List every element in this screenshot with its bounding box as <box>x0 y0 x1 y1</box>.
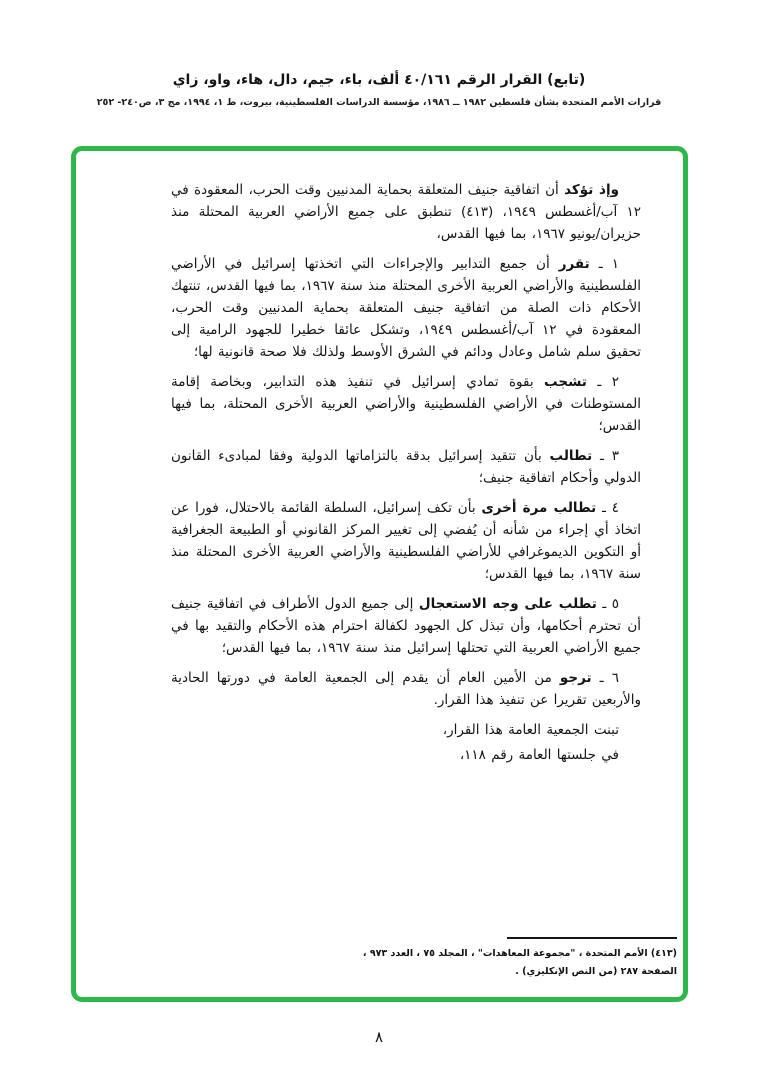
paragraph-number: ٥ ـ <box>596 596 620 612</box>
paragraph-lead: تطلب على وجه الاستعجال <box>418 596 597 612</box>
paragraph-operative-2 <box>171 371 641 437</box>
paragraph-adoption-note <box>171 719 641 741</box>
paragraph-text: أن اتفاقية جنيف المتعلقة بحماية المدنيين وقت الحرب، المعقودة في ١٢ آب/أغسطس ١٩٤٩، (٤١٣) تنطبق على جميع الأراضي العربية المحتلة منذ حزيران/يونيو ١٩٦٧، بما فيها القدس، <box>171 182 641 242</box>
paragraph-text: أن جميع التدابير والإجراءات التي اتخذتها إسرائيل في الأراضي الفلسطينية والأراضي العربية الأخرى المحتلة منذ سنة ١٩٦٧، بما فيها القدس، تنتهك الأحكام ذات الصلة من اتفاقية جنيف المتعلقة بحماية المدنيين وقت الحرب، المعقودة في ١٢ آب/أغسطس ١٩٤٩، وتشكل عائقا خطيرا للجهود الرامية إلى تحقيق سلم شامل وعادل ودائم في الشرق الأوسط ولذلك فلا صحة قانونية لها؛ <box>171 256 641 360</box>
paragraph-lead: تقرر <box>558 256 590 272</box>
page-number: ٨ <box>374 1028 384 1046</box>
green-border-frame <box>71 146 688 1002</box>
paragraph-text: إلى جميع الدول الأطراف في اتفاقية جنيف أن تحترم أحكامها، وأن تبذل كل الجهود لكفالة احترام هذه الأحكام والتقيد بها في جميع الأراضي العربية التي تحتلها إسرائيل منذ سنة ١٩٦٧، بما فيها القدس؛ <box>171 596 641 656</box>
header-source-citation: قرارات الأمم المتحدة بشأن فلسطين ١٩٨٢ ــ ١٩٨٦، مؤسسة الدراسات الفلسطينية، بيروت، ط ١، ١٩٩٤، مج ٣، ص٢٤٠- ٢٥٢ <box>96 97 662 108</box>
paragraph-lead: وإذ تؤكد <box>564 182 619 198</box>
paragraph-session-note <box>171 744 641 766</box>
paragraph-text: بأن تتقيد إسرائيل بدقة بالتزاماتها الدولية وفقا لمبادىء القانون الدولي وأحكام اتفاقية جنيف؛ <box>171 448 641 486</box>
document-header <box>0 72 758 108</box>
paragraph-lead: تطالب مرة أخرى <box>481 500 597 516</box>
paragraph-number: ٤ ـ <box>596 500 619 516</box>
paragraph-number: ٢ ـ <box>586 374 619 390</box>
paragraph-text: تبنت الجمعية العامة هذا القرار، <box>442 722 619 738</box>
resolution-body <box>171 179 641 769</box>
paragraph-operative-5 <box>171 593 641 659</box>
footnote-line-1: (٤١٣) الأمم المتحدة ، "مجموعة المعاهدات" ، المجلد ٧٥ ، العدد ٩٧٣ ، <box>362 947 677 959</box>
paragraph-operative-6 <box>171 667 641 711</box>
paragraph-text: من الأمين العام أن يقدم إلى الجمعية العامة في دورتها الحادية والأربعين تقريرا عن تنفيذ هذا القرار. <box>171 670 641 708</box>
paragraph-operative-1 <box>171 253 641 363</box>
paragraph-number: ١ ـ <box>589 256 619 272</box>
footnote-divider <box>507 937 677 939</box>
paragraph-number: ٦ ـ <box>591 670 619 686</box>
paragraph-number: ٣ ـ <box>592 448 619 464</box>
paragraph-lead: ترجو <box>559 670 592 686</box>
paragraph-operative-4 <box>171 497 641 585</box>
paragraph-text: بأن تكف إسرائيل، السلطة القائمة بالاحتلال، فورا عن اتخاذ أي إجراء من شأنه أن يُفضي إلى تغيير المركز القانوني أو الطبيعة الجغرافية أو التكوين الديموغرافي للأراضي الفلسطينية والأراضي العربية الأخرى المحتلة منذ سنة ١٩٦٧، بما فيها القدس؛ <box>171 500 641 582</box>
paragraph-preamble <box>171 179 641 245</box>
footnote-line-2: الصفحة ٢٨٧ (من النص الإنكليزي) . <box>515 965 677 977</box>
paragraph-lead: تشجب <box>544 374 587 390</box>
paragraph-operative-3 <box>171 445 641 489</box>
paragraph-lead: تطالب <box>549 448 593 464</box>
header-title: (تابع) القرار الرقم ٤٠/١٦١ ألف، باء، جيم، دال، هاء، واو، زاي <box>172 72 586 88</box>
paragraph-text: في جلستها العامة رقم ١١٨، <box>459 747 619 763</box>
footnote-section <box>86 937 677 981</box>
paragraph-text: بقوة تمادي إسرائيل في تنفيذ هذه التدابير، وبخاصة إقامة المستوطنات في الأراضي الفلسطينية والأراضي العربية الأخرى المحتلة، بما فيها القدس؛ <box>171 374 641 434</box>
